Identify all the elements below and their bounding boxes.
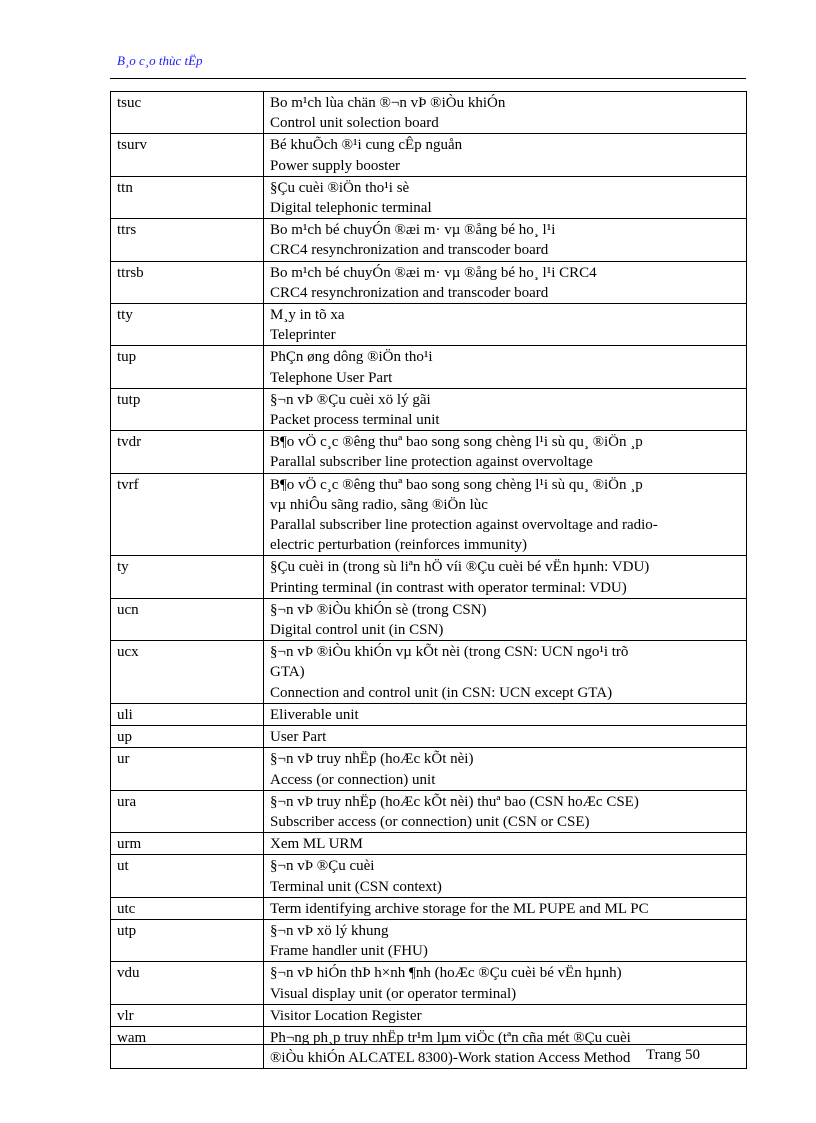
definition-cell xyxy=(264,833,747,855)
page-number: Trang 50 xyxy=(646,1047,701,1063)
abbreviation-cell: ttrs xyxy=(111,219,264,261)
definition-line: Terminal unit (CSN context) xyxy=(270,878,442,895)
definition-cell xyxy=(264,726,747,748)
definition-line: Term identifying archive storage for the ML PUPE and ML PC xyxy=(270,900,649,917)
definition-line: Control unit solection board xyxy=(270,115,439,132)
table-row xyxy=(111,833,747,855)
abbreviation-cell: ura xyxy=(111,790,264,832)
definition-line: Eliverable unit xyxy=(270,706,359,723)
definition-line: Connection and control unit (in CSN: UCN except GTA) xyxy=(270,684,613,701)
definition-line: Bé khuÕch ®¹i cung cÊp nguån xyxy=(270,137,463,154)
table-row xyxy=(111,304,747,346)
definition-line: Bo m¹ch bé chuyÓn ®æi m· vµ ®ång bé ho¸ l¹i xyxy=(270,222,556,239)
definition-line: Visual display unit (or operator terminal) xyxy=(270,985,517,1002)
definition-cell xyxy=(264,855,747,897)
abbreviation-cell: uli xyxy=(111,703,264,725)
definition-line: Parallal subscriber line protection against overvoltage and radio- xyxy=(270,517,658,534)
definition-line: §¬n vÞ ®Çu cuèi xö lý gãi xyxy=(270,391,431,408)
abbreviation-cell: ttn xyxy=(111,176,264,218)
definition-line: electric perturbation (reinforces immunity) xyxy=(270,537,527,554)
abbreviation-table xyxy=(110,91,747,1069)
table-row xyxy=(111,473,747,556)
definition-line: B¶o vÖ c¸c ®êng thuª bao song song chèng l¹i sù qu¸ ®iÖn ¸p xyxy=(270,476,643,493)
footer-divider xyxy=(110,1044,746,1045)
table-row xyxy=(111,261,747,303)
table-row xyxy=(111,1004,747,1026)
definition-cell xyxy=(264,92,747,134)
abbreviation-table-body xyxy=(111,92,747,1069)
table-row xyxy=(111,703,747,725)
abbreviation-cell: ucx xyxy=(111,641,264,704)
definition-cell xyxy=(264,556,747,598)
table-row xyxy=(111,176,747,218)
definition-cell xyxy=(264,919,747,961)
definition-line: Bo m¹ch bé chuyÓn ®æi m· vµ ®ång bé ho¸ l¹i CRC4 xyxy=(270,264,597,281)
table-row xyxy=(111,219,747,261)
definition-line: §¬n vÞ ®iÒu khiÓn sè (trong CSN) xyxy=(270,601,487,618)
abbreviation-cell: utp xyxy=(111,919,264,961)
table-row xyxy=(111,726,747,748)
definition-cell xyxy=(264,748,747,790)
definition-cell xyxy=(264,261,747,303)
definition-line: Visitor Location Register xyxy=(270,1007,422,1024)
definition-line: Xem ML URM xyxy=(270,836,363,853)
definition-line: §Çu cuèi ®iÖn tho¹i sè xyxy=(270,179,410,196)
report-header-title: B¸o c¸o thùc tËp xyxy=(117,53,203,68)
definition-line: Ph¬ng ph¸p truy nhËp tr¹m lµm viÖc (tªn cña mét ®Çu cuèi xyxy=(270,1029,631,1046)
definition-line: §Çu cuèi in (trong sù liªn hÖ víi ®Çu cuèi bé vËn hµnh: VDU) xyxy=(270,559,650,576)
definition-cell xyxy=(264,388,747,430)
definition-cell xyxy=(264,134,747,176)
abbreviation-cell: ty xyxy=(111,556,264,598)
table-row xyxy=(111,897,747,919)
definition-cell xyxy=(264,703,747,725)
table-row xyxy=(111,92,747,134)
definition-line: Digital telephonic terminal xyxy=(270,200,432,217)
definition-cell xyxy=(264,176,747,218)
definition-line: Access (or connection) unit xyxy=(270,771,436,788)
table-row xyxy=(111,641,747,704)
table-row xyxy=(111,790,747,832)
table-row xyxy=(111,748,747,790)
definition-line: §¬n vÞ hiÓn thÞ h×nh ¶nh (hoÆc ®Çu cuèi bé vËn hµnh) xyxy=(270,965,622,982)
definition-line: §¬n vÞ ®Çu cuèi xyxy=(270,858,375,875)
abbreviation-cell: wam xyxy=(111,1026,264,1068)
definition-cell xyxy=(264,219,747,261)
table-row xyxy=(111,388,747,430)
table-row xyxy=(111,431,747,473)
definition-line: Digital control unit (in CSN) xyxy=(270,622,444,639)
abbreviation-cell: urm xyxy=(111,833,264,855)
definition-cell xyxy=(264,962,747,1004)
definition-cell xyxy=(264,473,747,556)
definition-line: Packet process terminal unit xyxy=(270,412,440,429)
abbreviation-cell: up xyxy=(111,726,264,748)
definition-line: M¸y in tõ xa xyxy=(270,307,345,324)
abbreviation-cell: ttrsb xyxy=(111,261,264,303)
table-row xyxy=(111,855,747,897)
abbreviation-cell: tsurv xyxy=(111,134,264,176)
abbreviation-cell: vlr xyxy=(111,1004,264,1026)
definition-line: B¶o vÖ c¸c ®êng thuª bao song song chèng l¹i sù qu¸ ®iÖn ¸p xyxy=(270,434,643,451)
definition-cell xyxy=(264,304,747,346)
abbreviation-cell: ucn xyxy=(111,598,264,640)
definition-cell xyxy=(264,431,747,473)
table-row xyxy=(111,134,747,176)
definition-line: Frame handler unit (FHU) xyxy=(270,943,428,960)
abbreviation-cell: ut xyxy=(111,855,264,897)
definition-line: Subscriber access (or connection) unit (CSN or CSE) xyxy=(270,813,590,830)
definition-cell xyxy=(264,790,747,832)
header-divider xyxy=(110,78,746,79)
definition-line: Power supply booster xyxy=(270,157,400,174)
definition-line: Teleprinter xyxy=(270,327,336,344)
table-row xyxy=(111,598,747,640)
definition-line: §¬n vÞ truy nhËp (hoÆc kÕt nèi) thuª bao (CSN hoÆc CSE) xyxy=(270,793,639,810)
table-row xyxy=(111,962,747,1004)
definition-cell xyxy=(264,897,747,919)
abbreviation-cell: tvdr xyxy=(111,431,264,473)
table-row xyxy=(111,919,747,961)
abbreviation-cell: utc xyxy=(111,897,264,919)
definition-line: §¬n vÞ ®iÒu khiÓn vµ kÕt nèi (trong CSN: UCN ngo¹i trõ xyxy=(270,644,629,661)
abbreviation-cell: vdu xyxy=(111,962,264,1004)
definition-line: Bo m¹ch lùa chän ®¬n vÞ ®iÒu khiÓn xyxy=(270,95,506,111)
abbreviation-cell: tsuc xyxy=(111,92,264,134)
definition-line: ®iÒu khiÓn ALCATEL 8300)-Work station Access Method xyxy=(270,1050,631,1067)
definition-line: vµ nhiÔu sãng radio, sãng ®iÖn lùc xyxy=(270,496,488,513)
definition-line: CRC4 resynchronization and transcoder board xyxy=(270,284,549,301)
definition-line: §¬n vÞ xö lý khung xyxy=(270,922,389,939)
definition-cell xyxy=(264,1004,747,1026)
abbreviation-cell: ur xyxy=(111,748,264,790)
definition-line: PhÇn øng dông ®iÖn tho¹i xyxy=(270,349,433,366)
abbreviation-cell: tup xyxy=(111,346,264,388)
abbreviation-cell: tutp xyxy=(111,388,264,430)
abbreviation-cell: tvrf xyxy=(111,473,264,556)
definition-cell xyxy=(264,346,747,388)
definition-line: Parallal subscriber line protection against overvoltage xyxy=(270,454,593,471)
definition-cell xyxy=(264,598,747,640)
definition-line: §¬n vÞ truy nhËp (hoÆc kÕt nèi) xyxy=(270,751,474,768)
definition-line: User Part xyxy=(270,729,327,746)
table-row xyxy=(111,346,747,388)
definition-line: Telephone User Part xyxy=(270,369,393,386)
definition-cell xyxy=(264,641,747,704)
abbreviation-cell: tty xyxy=(111,304,264,346)
definition-line: GTA) xyxy=(270,664,305,681)
definition-line: Printing terminal (in contrast with operator terminal: VDU) xyxy=(270,579,627,596)
table-row xyxy=(111,556,747,598)
definition-line: CRC4 resynchronization and transcoder board xyxy=(270,242,549,259)
